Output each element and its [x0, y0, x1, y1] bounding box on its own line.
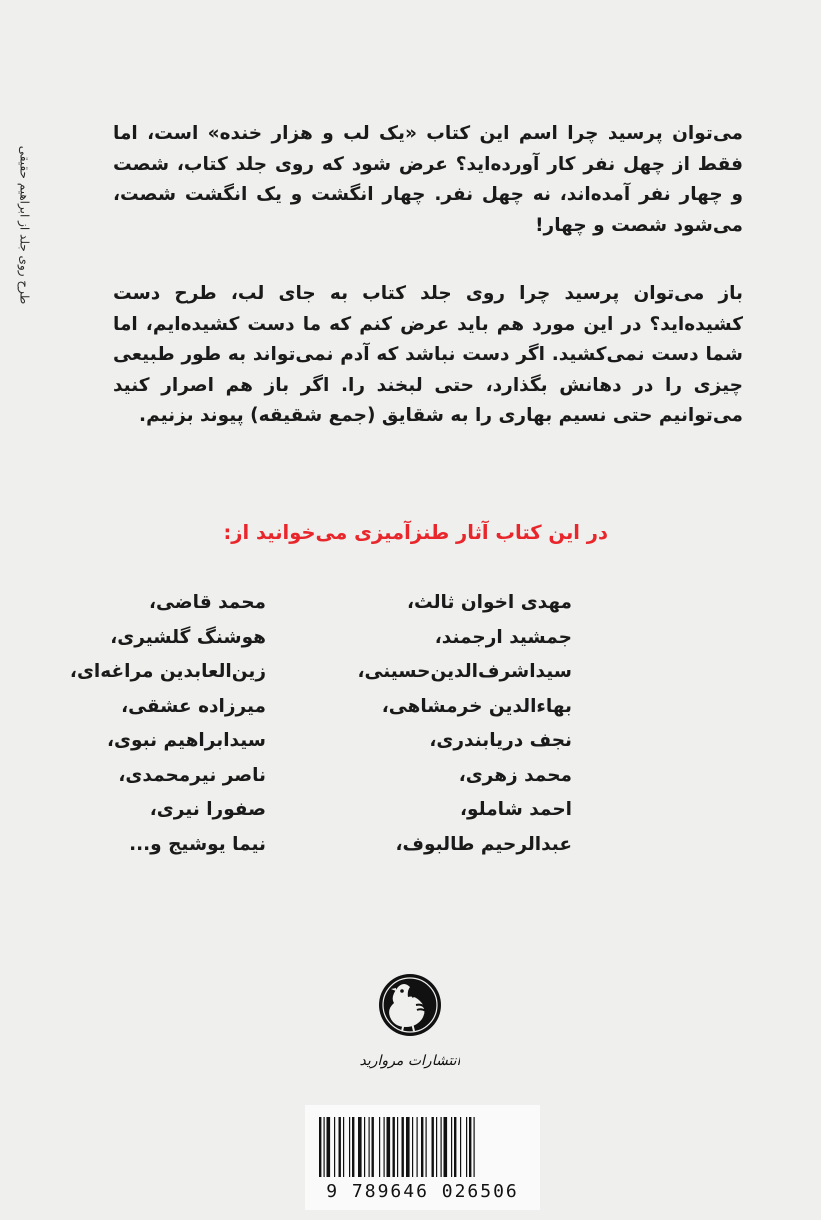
barcode-bar	[412, 1117, 413, 1177]
author-item: احمد شاملو،	[460, 799, 572, 820]
barcode-bar	[327, 1117, 331, 1177]
author-item: زین‌العابدین مراغه‌ای،	[69, 661, 266, 682]
barcode-bar	[349, 1117, 350, 1177]
barcode-bar	[426, 1117, 427, 1177]
barcode-bar	[364, 1117, 365, 1177]
barcode-bar	[358, 1117, 362, 1177]
publisher-logo-rooster-icon	[360, 957, 460, 1075]
author-item: صفورا نیری،	[149, 799, 266, 820]
isbn-number: 9 789646 026506	[326, 1181, 519, 1202]
barcode-bar	[474, 1117, 475, 1177]
author-item: نجف دریابندری،	[429, 730, 572, 751]
authors-list-left	[36, 586, 266, 862]
author-item: هوشنگ گلشیری،	[110, 626, 266, 648]
barcode-bar	[334, 1117, 335, 1177]
barcode-icon	[317, 1117, 527, 1177]
blurb-paragraph-1: می‌توان پرسید چرا اسم این کتاب «یک لب و هزار خنده» است، اما فقط از چهل نفر کار آورده‌اید؟ عرض شود که روی جلد کتاب، شصت و چهار نفر آمده‌اند، نه چهل نفر. چهار انگشت و یک انگشت شصت، می‌شود شصت و چهار!	[113, 123, 743, 236]
cover-design-credit	[2, 130, 46, 320]
author-item: مهدی اخوان ثالث،	[406, 592, 572, 613]
barcode-bar	[451, 1117, 452, 1177]
barcode-bar	[454, 1117, 456, 1177]
barcode-bar	[372, 1117, 374, 1177]
barcode-bar	[343, 1117, 344, 1177]
barcode-bar	[441, 1117, 442, 1177]
barcode-bar	[379, 1117, 380, 1177]
author-item: سیداشرف‌الدین‌حسینی،	[357, 661, 572, 682]
barcode-bar	[393, 1117, 395, 1177]
barcode-bar	[460, 1117, 461, 1177]
barcode-bar	[384, 1117, 385, 1177]
barcode-bar	[387, 1117, 391, 1177]
barcode-bar	[352, 1117, 354, 1177]
author-item: سیدابراهیم نبوی،	[107, 730, 266, 751]
barcode-bar	[402, 1117, 404, 1177]
barcode-bar	[444, 1117, 448, 1177]
barcode-bar	[397, 1117, 398, 1177]
barcode-bar	[339, 1117, 341, 1177]
publisher-logo	[360, 957, 460, 1075]
authors-list-right	[272, 586, 572, 862]
author-item: نیما یوشیج و...	[129, 833, 266, 855]
author-item: میرزاده عشقی،	[121, 695, 266, 717]
author-item: محمد قاضی،	[149, 592, 266, 613]
cover-design-credit-text: طرح روی جلد از ابراهیم حقیقی	[17, 145, 32, 305]
barcode-bar	[319, 1117, 321, 1177]
barcode-bar	[417, 1117, 418, 1177]
author-item: ناصر نیرمحمدی،	[118, 764, 266, 786]
barcode-bar	[369, 1117, 370, 1177]
author-item: بهاءالدین خرمشاهی،	[381, 695, 572, 717]
barcode-bar	[432, 1117, 434, 1177]
barcode-bar	[436, 1117, 437, 1177]
barcode-bar	[466, 1117, 467, 1177]
publisher-name: انتشارات مروارید	[360, 1053, 460, 1069]
barcode-bar	[469, 1117, 471, 1177]
barcode	[305, 1105, 540, 1210]
barcode-bar	[421, 1117, 423, 1177]
author-item: محمد زهری،	[458, 764, 572, 786]
barcode-bar	[406, 1117, 410, 1177]
author-item: عبدالرحیم طالبوف،	[395, 833, 572, 855]
blurb-paragraph-2: باز می‌توان پرسید چرا روی جلد کتاب به جای لب، طرح دست کشیده‌اید؟ در این مورد هم باید عرض کنم که ما دست کشیده‌ایم، اما شما دست نمی‌کشید. اگر دست نباشد که آدم نمی‌تواند به طور طبیعی چیزی را در دهانش بگذارد، حتی لبخند را. اگر باز هم اصرار کنید می‌توانیم حتی نسیم بهاری را به شقایق (جمع شقیقه) پیوند بزنیم.	[113, 283, 743, 426]
author-item: جمشید ارجمند،	[434, 626, 572, 648]
barcode-bar	[324, 1117, 325, 1177]
authors-heading: در این کتاب آثار طنزآمیزی می‌خوانید از:	[223, 521, 608, 544]
